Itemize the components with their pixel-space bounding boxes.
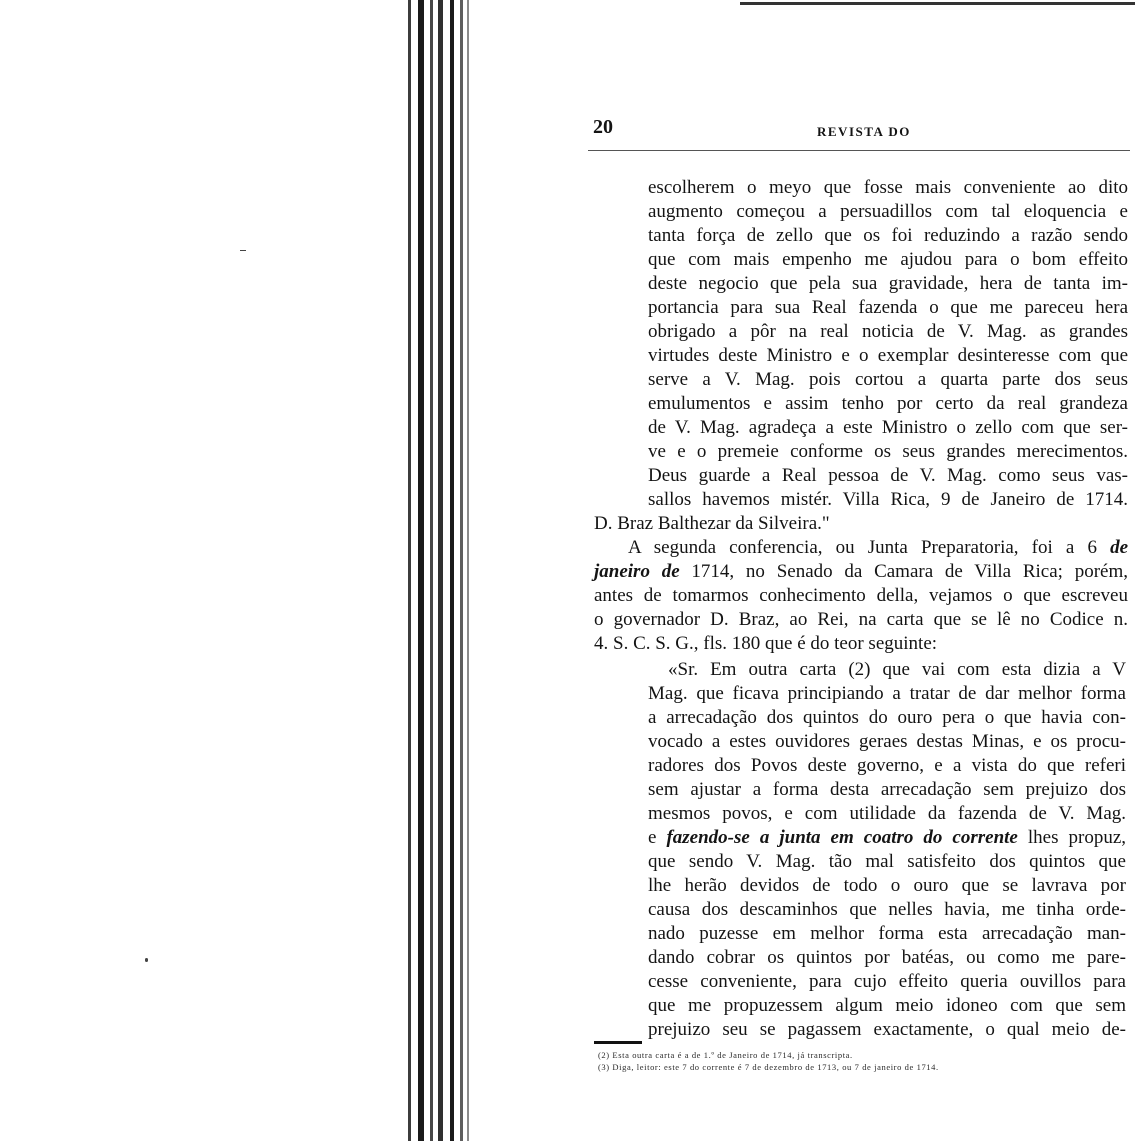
quote-line: radores dos Povos deste governo, e a vista do que referi (648, 755, 1126, 776)
body-line: obrigado a pôr na real noticia de V. Mag. as grandes (648, 321, 1128, 342)
running-head: REVISTA DO (817, 124, 911, 139)
body-line: emulumentos e assim tenho por certo da real grandeza (648, 393, 1128, 414)
body-line: 4. S. C. S. G., fls. 180 que é do teor seguinte: (594, 633, 938, 654)
body-line: sallos havemos mistér. Villa Rica, 9 de Janeiro de 1714. (648, 489, 1128, 510)
body-line: que com mais empenho me ajudou para o bom effeito (648, 249, 1128, 270)
body-line: tanta força de zello que os foi reduzindo a razão sendo (648, 225, 1128, 246)
italic-phrase: fazendo-se a junta em coatro do corrente (666, 827, 1018, 848)
quote-line: vocado a estes ouvidores geraes destas Minas, e os procu- (648, 731, 1126, 752)
page-gutter (400, 0, 475, 1141)
body-line: antes de tomarmos conhecimento della, vejamos o que escreveu (594, 585, 1128, 606)
gutter-shadow (408, 0, 411, 1141)
signature-line: D. Braz Balthezar da Silveira." (594, 513, 830, 534)
quote-line: Mag. que ficava principiando a tratar de dar melhor forma (648, 683, 1126, 704)
gutter-shadow (460, 0, 463, 1141)
body-line: de V. Mag. agradeça a este Ministro o zello com que ser- (648, 417, 1128, 438)
gutter-shadow (418, 0, 424, 1141)
quote-line: lhe herão devidos de todo o ouro que se lavrava por (648, 875, 1126, 896)
italic-date: janeiro de (594, 561, 680, 582)
body-text: 1714, no Senado da Camara de Villa Rica; porém, (691, 561, 1129, 582)
footnote: (2) Esta outra carta é a de 1.º de Janeiro de 1714, já transcripta. (598, 1050, 853, 1060)
quote-line: que me propuzessem algum meio idoneo com que sem (648, 995, 1126, 1016)
body-text: A segunda conferencia, ou Junta Preparatoria, foi a 6 (628, 537, 1097, 558)
body-line (594, 560, 1128, 584)
body-line: o governador D. Braz, ao Rei, na carta que se lê no Codice n. (594, 609, 1128, 630)
quote-line: mesmos povos, e com utilidade da fazenda de V. Mag. (648, 803, 1126, 824)
body-line: serve a V. Mag. pois cortou a quarta parte dos seus (648, 369, 1128, 390)
body-text: lhes propuz, (1027, 827, 1127, 848)
quote-line (648, 826, 1126, 850)
top-edge-rule (740, 2, 1135, 5)
body-line: augmento começou a persuadillos com tal eloquencia e (648, 201, 1128, 222)
page-number: 20 (593, 116, 613, 138)
italic-date: de (1110, 537, 1129, 558)
body-line: ve e o premeie conforme os seus grandes merecimentos. (648, 441, 1128, 462)
quote-line: a arrecadação dos quintos do ouro pera o que havia con- (648, 707, 1126, 728)
gutter-shadow (450, 0, 454, 1141)
quote-line: nado puzesse em melhor forma esta arrecadação man- (648, 923, 1126, 944)
quote-line: dando cobrar os quintos por batéas, ou como me pare- (648, 947, 1126, 968)
scan-speck (145, 958, 148, 962)
footnote: (3) Diga, leitor: este 7 do corrente é 7 de dezembro de 1713, ou 7 de janeiro de 1714. (598, 1062, 939, 1072)
body-line: virtudes deste Ministro e o exemplar desinteresse com que (648, 345, 1128, 366)
scan-speck (240, 250, 246, 251)
quote-line: cesse conveniente, para cujo effeito queria ouvillos para (648, 971, 1126, 992)
body-text: e (648, 827, 657, 848)
body-line: Deus guarde a Real pessoa de V. Mag. como seus vas- (648, 465, 1128, 486)
quote-line: «Sr. Em outra carta (2) que vai com esta dizia a V (668, 659, 1126, 680)
quote-line: prejuizo seu se pagassem exactamente, o qual meio de- (648, 1019, 1126, 1040)
quote-line: causa dos descaminhos que nelles havia, me tinha orde- (648, 899, 1126, 920)
body-line: deste negocio que pela sua gravidade, hera de tanta im- (648, 273, 1128, 294)
gutter-shadow (438, 0, 443, 1141)
gutter-shadow (430, 0, 433, 1141)
gutter-shadow (467, 0, 469, 1141)
body-line (628, 536, 1128, 560)
body-line: escolherem o meyo que fosse mais conveniente ao dito (648, 177, 1128, 198)
header-rule (588, 150, 1130, 151)
body-line: portancia para sua Real fazenda o que me pareceu hera (648, 297, 1128, 318)
quote-line: sem ajustar a forma desta arrecadação sem prejuizo dos (648, 779, 1126, 800)
footnote-rule (594, 1041, 642, 1044)
quote-line: que sendo V. Mag. tão mal satisfeito dos quintos que (648, 851, 1126, 872)
